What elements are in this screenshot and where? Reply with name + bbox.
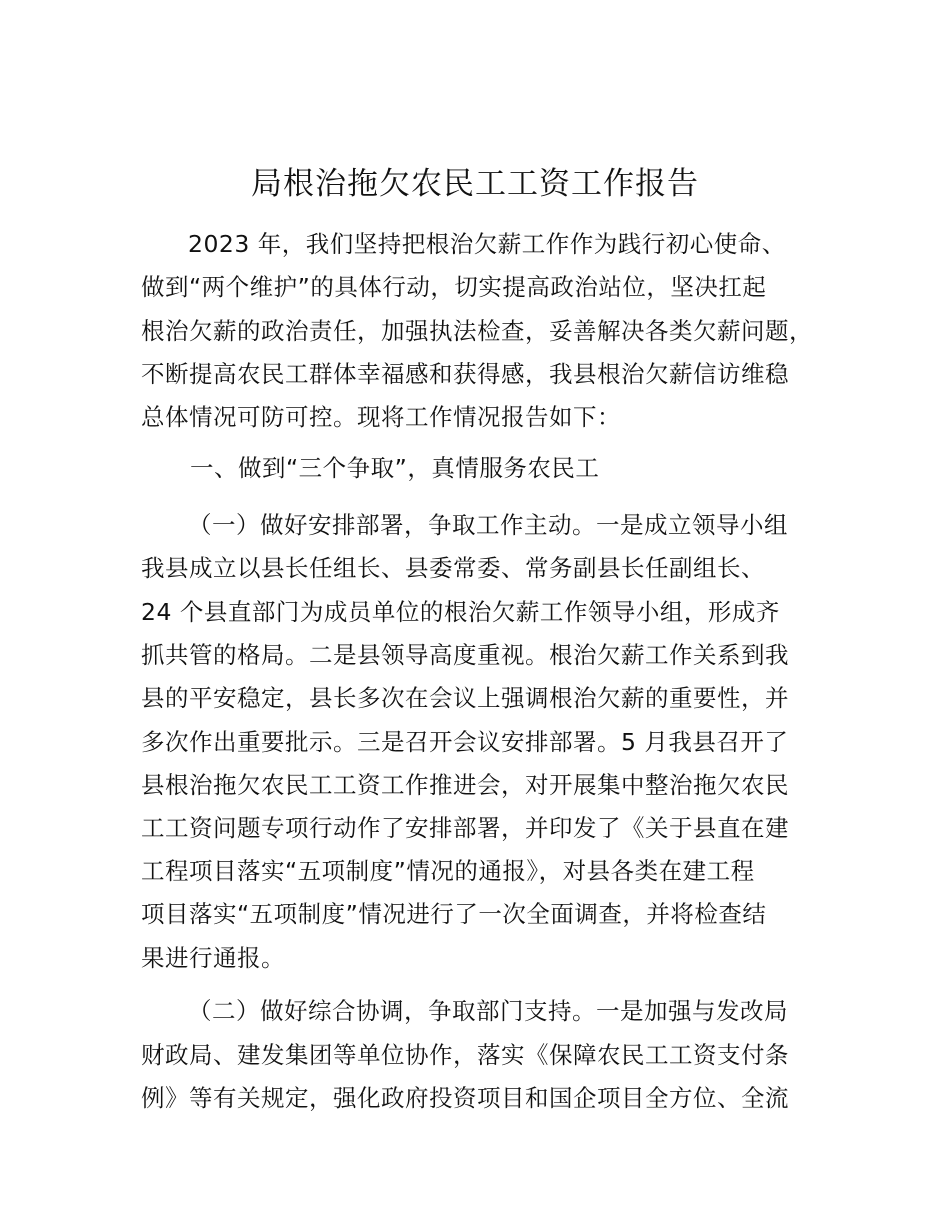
paragraph-line: 项目落实“五项制度”情况进行了一次全面调查，并将检查结 bbox=[141, 900, 767, 928]
paragraph-line: 2023 年，我们坚持把根治欠薪工作作为践行初心使命、 bbox=[188, 230, 786, 258]
document-title: 局根治拖欠农民工工资工作报告 bbox=[251, 166, 699, 202]
paragraph-line: 县的平安稳定，县长多次在会议上强调根治欠薪的重要性，并 bbox=[141, 684, 789, 712]
paragraph-line: 做到“两个维护”的具体行动，切实提高政治站位，坚决扛起 bbox=[141, 273, 767, 301]
paragraph-line: 多次作出重要批示。三是召开会议安排部署。5 月我县召开了 bbox=[141, 728, 789, 756]
paragraph-line: 果进行通报。 bbox=[141, 944, 285, 972]
paragraph-line: 根治欠薪的政治责任，加强执法检查，妥善解决各类欠薪问题， bbox=[141, 317, 813, 345]
paragraph-line: 24 个县直部门为成员单位的根治欠薪工作领导小组，形成齐 bbox=[141, 598, 780, 626]
paragraph-line: 工工资问题专项行动作了安排部署，并印发了《关于县直在建 bbox=[141, 814, 789, 842]
section-heading: 一、做到“三个争取”，真情服务农民工 bbox=[190, 454, 600, 482]
paragraph-line: 工程项目落实“五项制度”情况的通报》，对县各类在建工程 bbox=[141, 857, 755, 885]
paragraph-line: 总体情况可防可控。现将工作情况报告如下： bbox=[141, 403, 621, 431]
paragraph-line: 抓共管的格局。二是县领导高度重视。根治欠薪工作关系到我 bbox=[141, 641, 789, 669]
paragraph-line: 财政局、建发集团等单位协作，落实《保障农民工工资支付条 bbox=[141, 1041, 789, 1069]
paragraph-line: （二）做好综合协调，争取部门支持。一是加强与发改局 bbox=[188, 997, 788, 1025]
paragraph-line: 不断提高农民工群体幸福感和获得感，我县根治欠薪信访维稳 bbox=[141, 360, 789, 388]
paragraph-line: 县根治拖欠农民工工资工作推进会，对开展集中整治拖欠农民 bbox=[141, 771, 789, 799]
paragraph-line: 我县成立以县长任组长、县委常委、常务副县长任副组长、 bbox=[141, 554, 765, 582]
paragraph-line: 例》等有关规定，强化政府投资项目和国企项目全方位、全流 bbox=[141, 1084, 789, 1112]
paragraph-line: （一）做好安排部署，争取工作主动。一是成立领导小组 bbox=[188, 511, 788, 539]
